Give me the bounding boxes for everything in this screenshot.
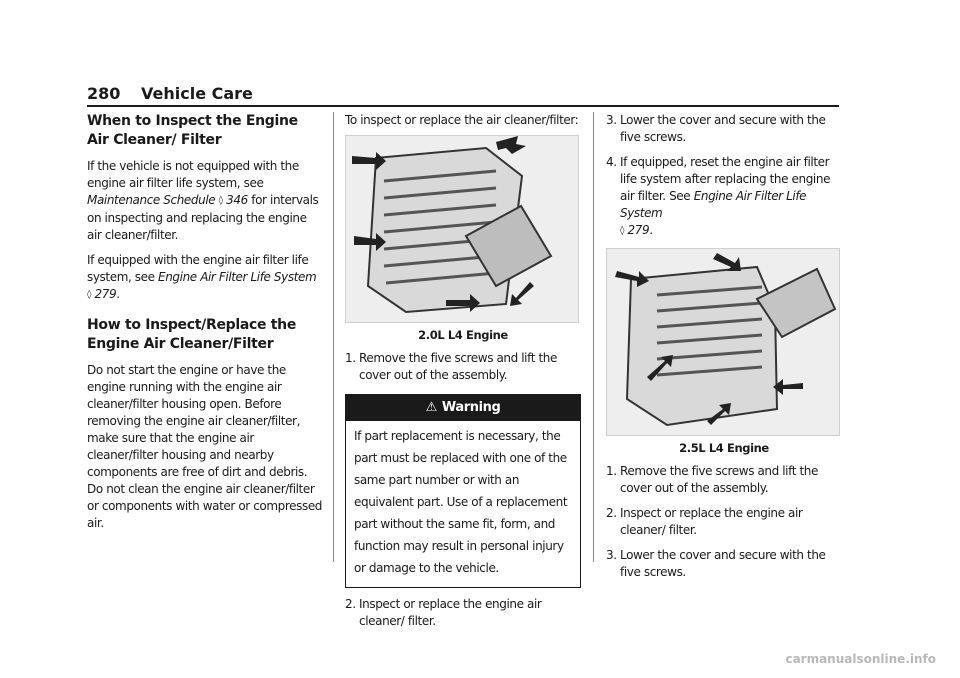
page-ref[interactable]: 279 [94,287,117,301]
section-title: Vehicle Care [141,84,253,103]
paragraph: Do not start the engine or have the engine running with the engine air cleaner/filter housing open. Before removing the engine air cleaner/filter, make sure that the engine air cleaner/filter housing and nearby components are free of dirt and debris. Do not clean the engine air cleaner/filter or components with water or compressed air. [87,363,323,530]
step-item: 1. Remove the five screws and lift the cover out of the assembly. [345,351,557,382]
page-ref-icon: ◊ [218,196,223,206]
heading-when-to-inspect: When to Inspect the Engine Air Cleaner/ Filter [87,113,298,148]
watermark: carmanualsonline.info [785,652,936,666]
column-divider [333,112,334,562]
warning-box [345,394,581,588]
column-middle [345,112,581,630]
page-number: 280 [87,84,121,103]
column-divider [593,112,594,562]
figure-engine-2-0l [345,135,579,323]
column-left [87,112,323,532]
paragraph: If equipped with the engine air filter life system, see Engine Air Filter Life System ◊ 279. [87,252,323,304]
figure-caption: 2.5L L4 Engine [679,441,769,455]
paragraph: If the vehicle is not equipped with the engine air filter life system, see Maintenance Schedule ◊ 346 for intervals on inspecting and replacing the engine air cleaner/filter. [87,159,319,242]
step-item: 3. Lower the cover and secure with the five screws. [606,113,826,144]
heading-how-to-inspect: How to Inspect/Replace the Engine Air Cleaner/Filter [87,317,297,352]
step-item: 2. Inspect or replace the engine air cleaner/ filter. [606,506,803,537]
page-ref[interactable]: 279 [627,223,650,237]
warning-header: ⚠ Warning [346,395,580,421]
intro-text: To inspect or replace the air cleaner/filter: [345,113,579,127]
page-ref-icon: ◊ [620,226,625,236]
link-air-filter-life-system[interactable]: Engine Air Filter Life System [620,189,807,220]
step-item: 4. If equipped, reset the engine air filter life system after replacing the engine air filter. See Engine Air Filter Life System ◊ 279. [606,154,842,240]
warning-triangle-icon: ⚠ [425,400,437,415]
page-header [87,82,839,108]
step-item: 2. Inspect or replace the engine air cleaner/ filter. [345,597,542,628]
link-air-filter-life-system[interactable]: Engine Air Filter Life System [158,270,317,284]
step-item: 1. Remove the five screws and lift the cover out of the assembly. [606,464,818,495]
page-ref-icon: ◊ [87,290,92,300]
warning-text: If part replacement is necessary, the part must be replaced with one of the same part number or with an equivalent part. Use of a replacement part without the same fit, form, and function may result in personal injury or damage to the vehicle. [354,429,568,575]
link-maintenance-schedule[interactable]: Maintenance Schedule [87,193,216,207]
figure-engine-2-5l [606,248,840,436]
air-cleaner-illustration [607,249,839,435]
page-ref[interactable]: 346 [226,193,248,207]
air-cleaner-illustration [346,136,578,322]
step-item: 3. Lower the cover and secure with the five screws. [606,548,826,579]
figure-caption: 2.0L L4 Engine [418,328,508,342]
column-right [606,112,842,581]
header-rule [87,105,839,107]
